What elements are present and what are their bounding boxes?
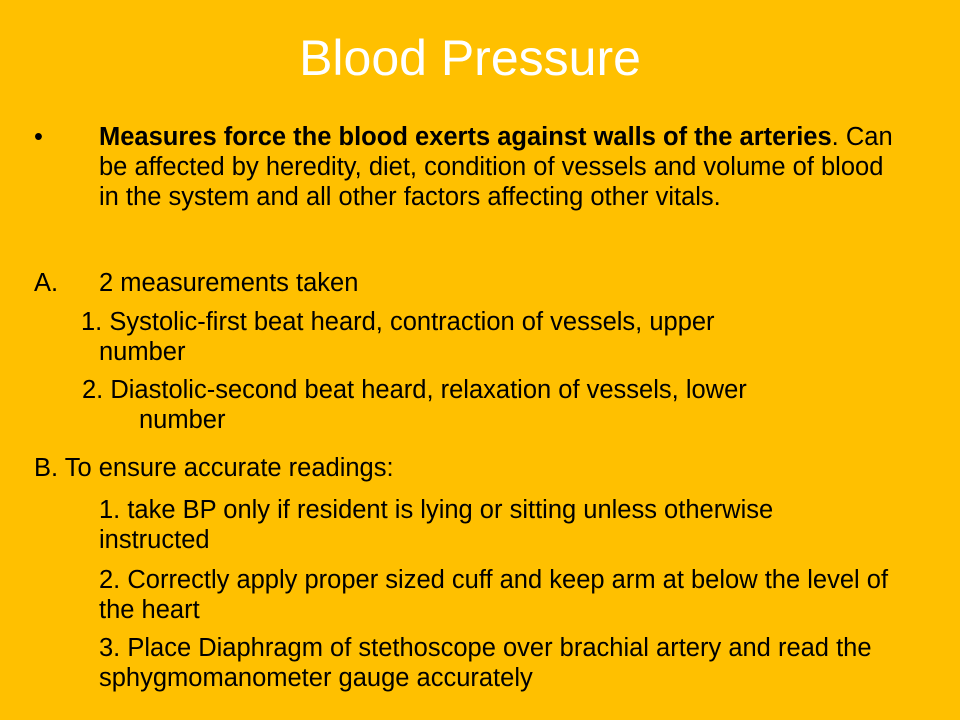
section-b-item-1: 1. take BP only if resident is lying or sitting unless otherwise instructed xyxy=(99,496,774,554)
bullet-bold-text: Measures force the blood exerts against walls of the arteries xyxy=(99,123,832,151)
bullet-marker: • xyxy=(34,123,43,151)
slide-title: Blood Pressure xyxy=(299,30,641,86)
section-a-item-1-cont: number xyxy=(99,338,186,366)
section-b-item-2: 2. Correctly apply proper sized cuff and keep arm at below the level of the heart xyxy=(99,566,889,624)
section-b-item-3: 3. Place Diaphragm of stethoscope over brachial artery and read the sphygmomanometer gauge accurately xyxy=(99,634,872,692)
section-b-heading: B. To ensure accurate readings: xyxy=(34,454,394,482)
bullet-text xyxy=(99,122,899,212)
section-a-text: 2 measurements taken xyxy=(99,269,359,297)
section-a-item-2-cont: number xyxy=(139,406,226,434)
section-a-item-2-lead: 2. Diastolic-second beat heard, relaxation of vessels, lower xyxy=(82,376,747,404)
section-a-marker: A. xyxy=(34,269,59,297)
bullet-rest-text: . Can be affected by heredity, diet, condition of vessels and volume of blood in the system and all other factors affecting other vitals. xyxy=(99,123,893,211)
section-a-item-1-lead: 1. Systolic-first beat heard, contraction of vessels, upper xyxy=(81,308,715,336)
